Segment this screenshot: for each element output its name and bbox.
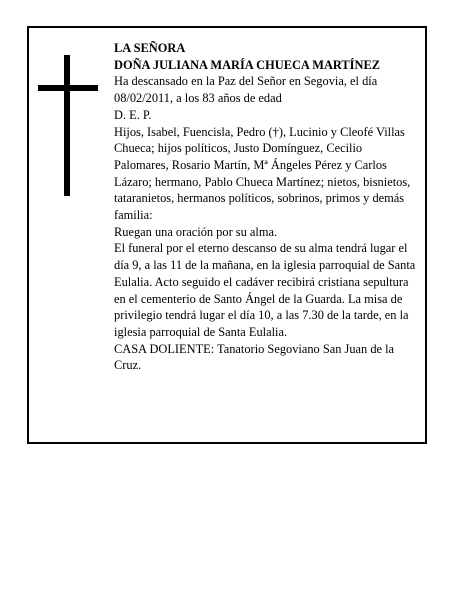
mourning-house: CASA DOLIENTE: Tanatorio Segoviano San Juan de la Cruz. [114, 341, 395, 373]
latin-cross-icon [38, 55, 98, 196]
funeral-details: El funeral por el eterno descanso de su alma tendrá lugar el día 9, a las 11 de la mañana, en la iglesia parroquial de Santa Eulalia. Acto seguido el cadáver recibirá cristiana sepultura en el cementerio de Santo Ángel de la Guarda. La misa de privilegio tendrá lugar el día 10, a las 7.30 de la tarde, en la iglesia parroquial de Santa Eulalia. [114, 241, 416, 339]
death-statement: Ha descansado en la Paz del Señor en Segovia, el día 08/02/2011, a los 83 años de edad [114, 74, 378, 106]
family-members: Hijos, Isabel, Fuencisla, Pedro (†), Lucinio y Cleofé Villas Chueca; hijos políticos, Justo Domínguez, Cecilio Palomares, Rosario Martín, Mª Ángeles Pérez y Carlos Lázaro; hermano, Pablo Chueca Martínez; nietos, bisnietos, tataranietos, hermanos políticos, sobrinos, primos y demás familia: [114, 124, 411, 223]
dep-abbreviation: D. E. P. [114, 107, 152, 122]
obituary-heading: LA SEÑORA [114, 41, 186, 55]
obituary-text [114, 40, 416, 374]
deceased-name: DOÑA JULIANA MARÍA CHUECA MARTÍNEZ [114, 57, 380, 72]
prayer-request: Ruegan una oración por su alma. [114, 224, 278, 239]
cross-horizontal-bar [38, 85, 98, 91]
cross-vertical-bar [64, 55, 70, 196]
